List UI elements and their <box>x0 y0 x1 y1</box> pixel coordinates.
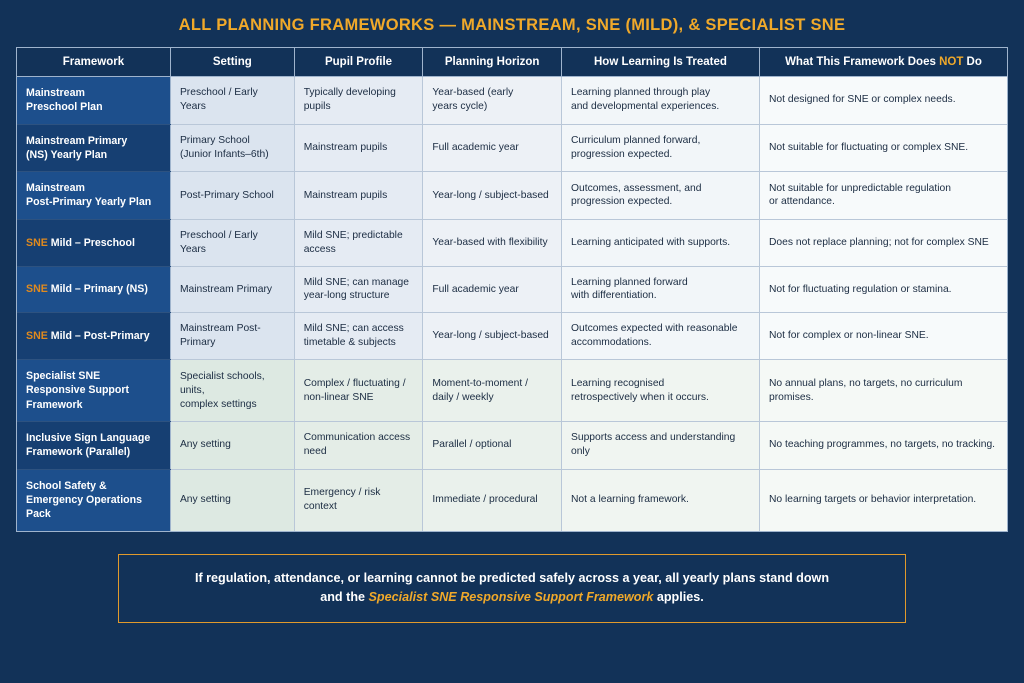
table-row <box>17 77 1007 125</box>
cell-learning-treated: Supports access and understanding only <box>561 422 759 470</box>
cell-not-do: Does not replace planning; not for complex SNE <box>759 219 1007 266</box>
cell-not-do: Not suitable for unpredictable regulation or attendance. <box>759 172 1007 220</box>
footer-line-2-before: and the <box>320 590 369 605</box>
cell-setting: Mainstream Primary <box>170 266 294 313</box>
cell-planning-horizon: Moment-to-moment / daily / weekly <box>423 360 562 422</box>
sne-tag: SNE <box>26 283 48 296</box>
cell-framework: Mainstream Post-Primary Yearly Plan <box>17 172 170 220</box>
header-setting: Setting <box>170 48 294 77</box>
frameworks-table <box>17 48 1007 531</box>
header-not-do-prefix: What This Framework Does <box>785 56 940 68</box>
cell-framework: Mainstream Primary (NS) Yearly Plan <box>17 124 170 172</box>
cell-setting: Specialist schools, units, complex settings <box>170 360 294 422</box>
sne-tag: SNE <box>26 330 48 343</box>
cell-learning-treated: Learning anticipated with supports. <box>561 219 759 266</box>
cell-pupil-profile: Typically developing pupils <box>294 77 423 125</box>
cell-setting: Primary School (Junior Infants–6th) <box>170 124 294 172</box>
cell-framework <box>17 313 170 360</box>
cell-pupil-profile: Complex / fluctuating / non-linear SNE <box>294 360 423 422</box>
cell-framework: Inclusive Sign Language Framework (Parallel) <box>17 422 170 470</box>
cell-learning-treated: Learning planned forward with differentiation. <box>561 266 759 313</box>
cell-setting: Any setting <box>170 422 294 470</box>
cell-not-do: Not for complex or non-linear SNE. <box>759 313 1007 360</box>
cell-setting: Mainstream Post-Primary <box>170 313 294 360</box>
cell-setting: Preschool / Early Years <box>170 77 294 125</box>
table-header <box>17 48 1007 77</box>
table-row <box>17 172 1007 220</box>
table-row <box>17 360 1007 422</box>
cell-setting: Any setting <box>170 469 294 530</box>
frameworks-table-container <box>16 47 1008 532</box>
sne-tag: SNE <box>26 236 48 249</box>
header-framework: Framework <box>17 48 170 77</box>
table-row <box>17 469 1007 530</box>
cell-not-do: No learning targets or behavior interpretation. <box>759 469 1007 530</box>
cell-pupil-profile: Mild SNE; can access timetable & subjects <box>294 313 423 360</box>
cell-planning-horizon: Year-based (early years cycle) <box>423 77 562 125</box>
table-row <box>17 124 1007 172</box>
cell-not-do: Not for fluctuating regulation or stamina. <box>759 266 1007 313</box>
cell-not-do: Not suitable for fluctuating or complex SNE. <box>759 124 1007 172</box>
cell-planning-horizon: Year-long / subject-based <box>423 172 562 220</box>
header-learning-treated: How Learning Is Treated <box>561 48 759 77</box>
cell-framework: Mainstream Preschool Plan <box>17 77 170 125</box>
footer-line-2 <box>137 588 887 608</box>
cell-learning-treated: Outcomes expected with reasonable accommodations. <box>561 313 759 360</box>
cell-pupil-profile: Mainstream pupils <box>294 124 423 172</box>
footer-callout <box>118 554 906 623</box>
cell-setting: Post-Primary School <box>170 172 294 220</box>
cell-framework <box>17 219 170 266</box>
cell-learning-treated: Not a learning framework. <box>561 469 759 530</box>
header-not-emphasis: NOT <box>939 56 964 68</box>
cell-not-do: Not designed for SNE or complex needs. <box>759 77 1007 125</box>
page-title: ALL PLANNING FRAMEWORKS — MAINSTREAM, SNE (MILD), & SPECIALIST SNE <box>178 16 846 34</box>
header-row <box>17 48 1007 77</box>
cell-pupil-profile: Mild SNE; predictable access <box>294 219 423 266</box>
cell-framework <box>17 266 170 313</box>
cell-planning-horizon: Parallel / optional <box>423 422 562 470</box>
cell-learning-treated: Learning recognised retrospectively when it occurs. <box>561 360 759 422</box>
cell-planning-horizon: Full academic year <box>423 124 562 172</box>
header-not-do-suffix: Do <box>963 56 982 68</box>
cell-pupil-profile: Mainstream pupils <box>294 172 423 220</box>
table-row <box>17 219 1007 266</box>
footer-line-1: If regulation, attendance, or learning cannot be predicted safely across a year, all yearly plans stand down <box>194 570 830 585</box>
cell-framework-text: Mild – Preschool <box>50 236 135 249</box>
cell-learning-treated: Curriculum planned forward, progression expected. <box>561 124 759 172</box>
footer-line-2-after: applies. <box>653 590 704 605</box>
cell-framework: Specialist SNE Responsive Support Framework <box>17 360 170 422</box>
header-pupil-profile: Pupil Profile <box>294 48 423 77</box>
table-row <box>17 266 1007 313</box>
header-not-do <box>759 48 1007 77</box>
cell-learning-treated: Outcomes, assessment, and progression expected. <box>561 172 759 220</box>
cell-setting: Preschool / Early Years <box>170 219 294 266</box>
footer-highlight: Specialist SNE Responsive Support Framework <box>368 590 654 605</box>
cell-not-do: No teaching programmes, no targets, no tracking. <box>759 422 1007 470</box>
cell-learning-treated: Learning planned through play and developmental experiences. <box>561 77 759 125</box>
table-row <box>17 422 1007 470</box>
cell-planning-horizon: Year-based with flexibility <box>423 219 562 266</box>
cell-planning-horizon: Immediate / procedural <box>423 469 562 530</box>
cell-framework-text: Mild – Post-Primary <box>50 330 150 343</box>
cell-framework-text: Mild – Primary (NS) <box>50 283 148 296</box>
header-planning-horizon: Planning Horizon <box>423 48 562 77</box>
cell-framework: School Safety & Emergency Operations Pack <box>17 469 170 530</box>
table-body <box>17 77 1007 531</box>
cell-planning-horizon: Full academic year <box>423 266 562 313</box>
cell-pupil-profile: Mild SNE; can manage year-long structure <box>294 266 423 313</box>
cell-planning-horizon: Year-long / subject-based <box>423 313 562 360</box>
cell-pupil-profile: Communication access need <box>294 422 423 470</box>
cell-not-do: No annual plans, no targets, no curriculum promises. <box>759 360 1007 422</box>
cell-pupil-profile: Emergency / risk context <box>294 469 423 530</box>
table-row <box>17 313 1007 360</box>
